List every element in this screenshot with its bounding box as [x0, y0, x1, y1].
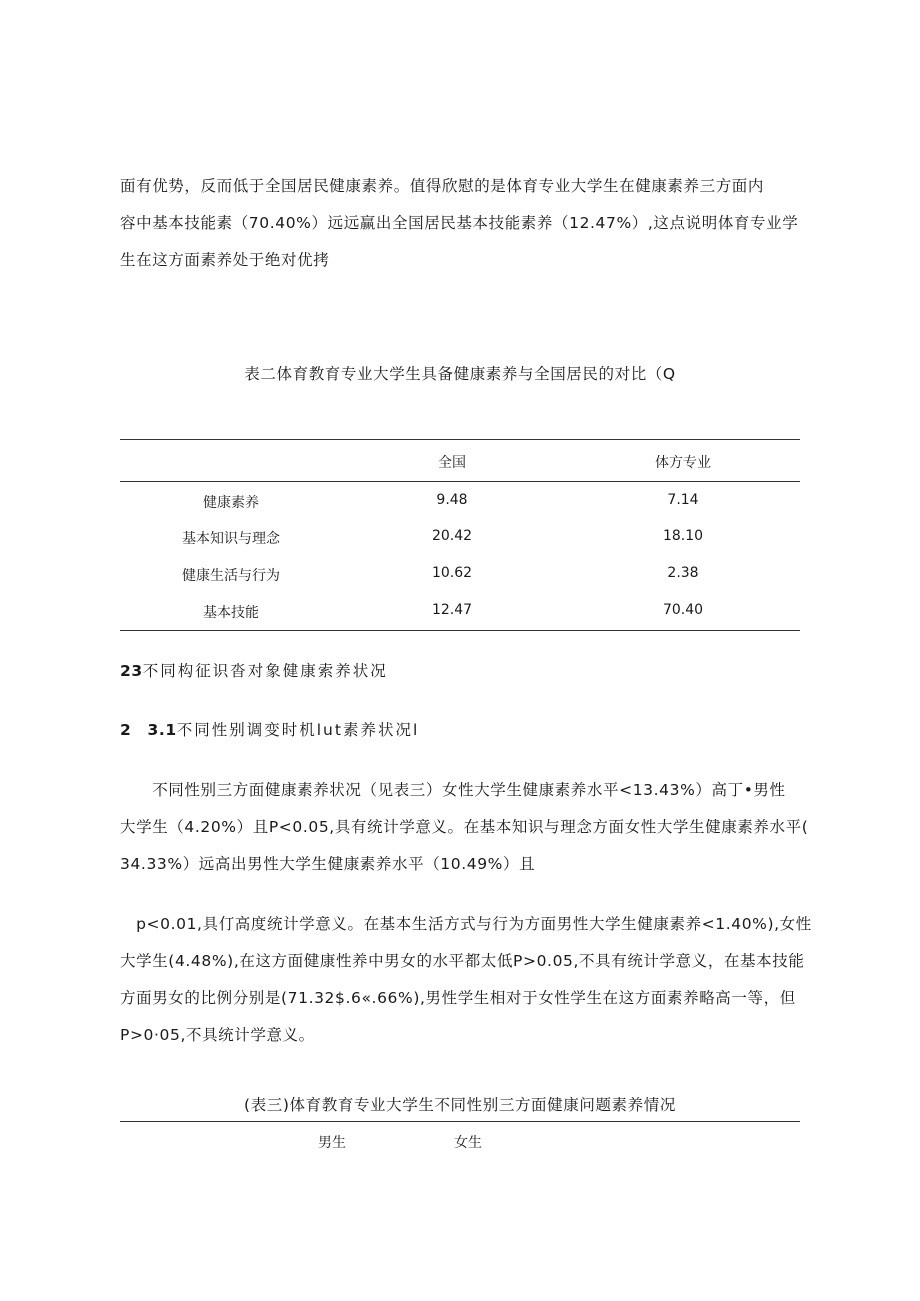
table2-row-label: 基本技能 [203, 605, 259, 621]
table2-header-pe: 体方专业 [655, 455, 711, 471]
para2-line-3: 方面男女的比例分别是(71.32$.6«.66%),男性学生相对于女性学生在这方面素养略高一等，但 [120, 989, 796, 1007]
table3-top-rule [120, 1121, 800, 1122]
table2-row-label: 基本知识与理念 [182, 531, 280, 547]
table2-row-pe: 70.40 [662, 602, 704, 618]
section-title-tail: l [412, 721, 420, 739]
table2-row-national: 10.62 [431, 565, 473, 581]
para2-line-1: p<0.01,具仃高度统计学意义。在基本生活方式与行为方面男性大学生健康素养<1.40%),女性 [120, 915, 812, 933]
section-number: 23 [120, 662, 143, 680]
section-heading-2-3-1 [120, 718, 419, 740]
table2-header-rule [120, 481, 800, 482]
table2-row-national: 12.47 [431, 602, 473, 618]
section-title: 不同性别调变时机lut素养状况 [176, 721, 413, 739]
table2-row-pe: 18.10 [662, 528, 704, 544]
section-heading-2-3 [120, 659, 388, 681]
para1-line-3: 34.33%）远高出男性大学生健康素养水平（10.49%）且 [120, 855, 536, 873]
para1-line-2: 大学生（4.20%）且P<0.05,具有统计学意义。在基本知识与理念方面女性大学生健康素养水平( [120, 818, 809, 836]
table2-row-pe: 7.14 [667, 492, 699, 508]
section-title: 不同构征识沓对象健康索养状况 [142, 662, 388, 680]
intro-line-1: 面有优势，反而低于全国居民健康素养。值得欣慰的是体育专业大学生在健康素养三方面内 [120, 177, 765, 195]
intro-line-3: 生在这方面素养处于绝对优拷 [120, 251, 330, 269]
table3-caption: (表三)体育教育专业大学生不同性别三方面健康问题素养情况 [244, 1096, 676, 1114]
table2-row-label: 健康生活与行为 [182, 568, 280, 584]
intro-paragraph [120, 168, 810, 279]
para2-line-4: P>0·05,不具统计学意义。 [120, 1026, 315, 1044]
intro-line-2: 容中基本技能素（70.40%）远远赢出全国居民基本技能素养（12.47%）,这点说明体育专业学 [120, 214, 799, 232]
table2-top-rule [120, 439, 800, 440]
table2-header-national: 全国 [438, 455, 466, 471]
table3-header-male: 男生 [318, 1135, 346, 1151]
table2-row-national: 9.48 [436, 492, 468, 508]
table2-bottom-rule [120, 630, 800, 631]
para1-line-1: 不同性别三方面健康素养状况（见表三）女性大学生健康素养水平<13.43%）高丁•男性 [120, 781, 786, 799]
para2-line-2: 大学生(4.48%),在这方面健康性养中男女的水平都太低P>0.05,不具有统计学意义，在基本技能 [120, 952, 805, 970]
table2-row-pe: 2.38 [667, 565, 699, 581]
body-paragraph-1 [120, 772, 810, 883]
table3-header-female: 女生 [454, 1135, 482, 1151]
table2-row-national: 20.42 [431, 528, 473, 544]
body-paragraph-2 [120, 906, 810, 1054]
table2-caption: 表二体育教育专业大学生具备健康素养与全国居民的对比（Q [244, 365, 676, 383]
section-number: 2 3.1 [120, 721, 177, 739]
table2-row-label: 健康素养 [203, 495, 259, 511]
